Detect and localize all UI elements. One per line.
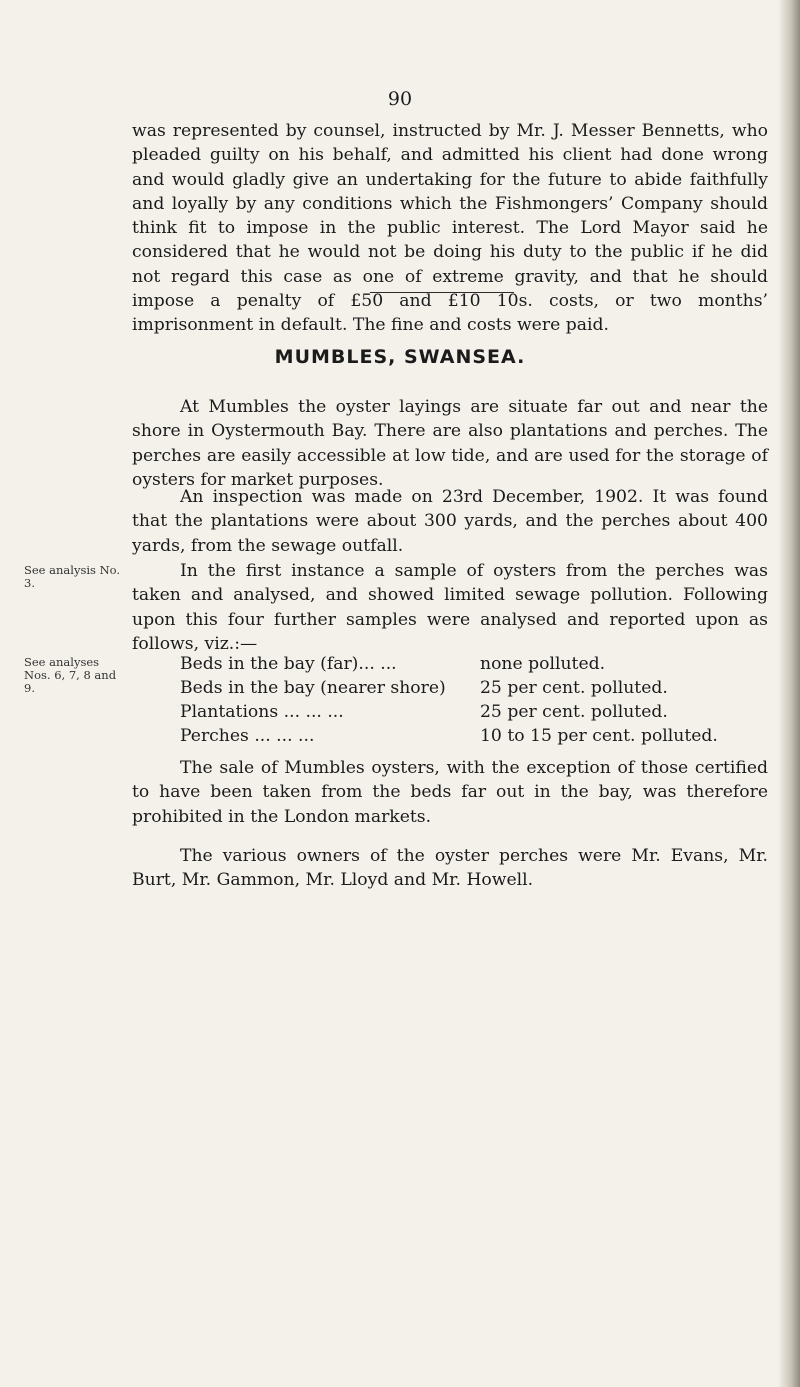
result-place: Beds in the bay (nearer shore): [180, 678, 446, 698]
result-row: [180, 700, 760, 724]
margin-note-analyses: See analyses Nos. 6, 7, 8 and 9.: [24, 655, 117, 695]
margin-note-analysis: See analysis No. 3.: [24, 563, 121, 590]
section-heading: MUMBLES, SWANSEA.: [274, 346, 526, 368]
page-edge-shadow: [778, 0, 800, 1387]
result-row: [180, 676, 760, 700]
pollution-results-list: [180, 652, 760, 748]
result-place: Perches ... ... ...: [180, 726, 315, 746]
section-divider: [370, 292, 514, 293]
page-number: 90: [387, 88, 413, 110]
paragraph-owners: The various owners of the oyster perches were Mr. Evans, Mr. Burt, Mr. Gammon, Mr. Lloyd and Mr. Howell.: [132, 846, 768, 891]
result-place: Plantations ... ... ...: [180, 702, 344, 722]
result-status: none polluted.: [480, 654, 606, 674]
paragraph-sale-prohibited: The sale of Mumbles oysters, with the exception of those certified to have been taken from the beds far out in the bay, was therefore prohibited in the London markets.: [132, 758, 768, 827]
result-row: [180, 652, 760, 676]
paragraph-oyster-layings: At Mumbles the oyster layings are situate far out and near the shore in Oystermouth Bay. There are also plantations and perches. The perches are easily accessible at low tide, and are used for the storage of oysters for market purposes.: [132, 397, 768, 490]
result-status: 25 per cent. polluted.: [480, 702, 668, 722]
result-status: 10 to 15 per cent. polluted.: [480, 726, 718, 746]
paragraph-inspection: An inspection was made on 23rd December, 1902. It was found that the plantations were about 300 yards, and the perches about 400 yards, from the sewage outfall.: [132, 487, 768, 556]
result-row: [180, 724, 760, 748]
paragraph-samples: In the first instance a sample of oysters from the perches was taken and analysed, and showed limited sewage pollution. Following upon this four further samples were analysed and reported upon as follows, viz.:—: [132, 561, 768, 654]
result-place: Beds in the bay (far)... ...: [180, 654, 397, 674]
paragraph-court-case: was represented by counsel, instructed by Mr. J. Messer Bennetts, who pleaded guilty on his behalf, and admitted his client had done wrong and would gladly give an undertaking for the future to abide faithfully and loyally by any conditions which the Fishmongers’ Company should think fit to impose in the public interest. The Lord Mayor said he considered that he would not be doing his duty to the public if he did not regard this case as one of extreme gravity, and that he should impose a penalty of £50 and £10 10s. costs, or two months’ imprisonment in default. The fine and costs were paid.: [132, 121, 768, 336]
result-status: 25 per cent. polluted.: [480, 678, 668, 698]
